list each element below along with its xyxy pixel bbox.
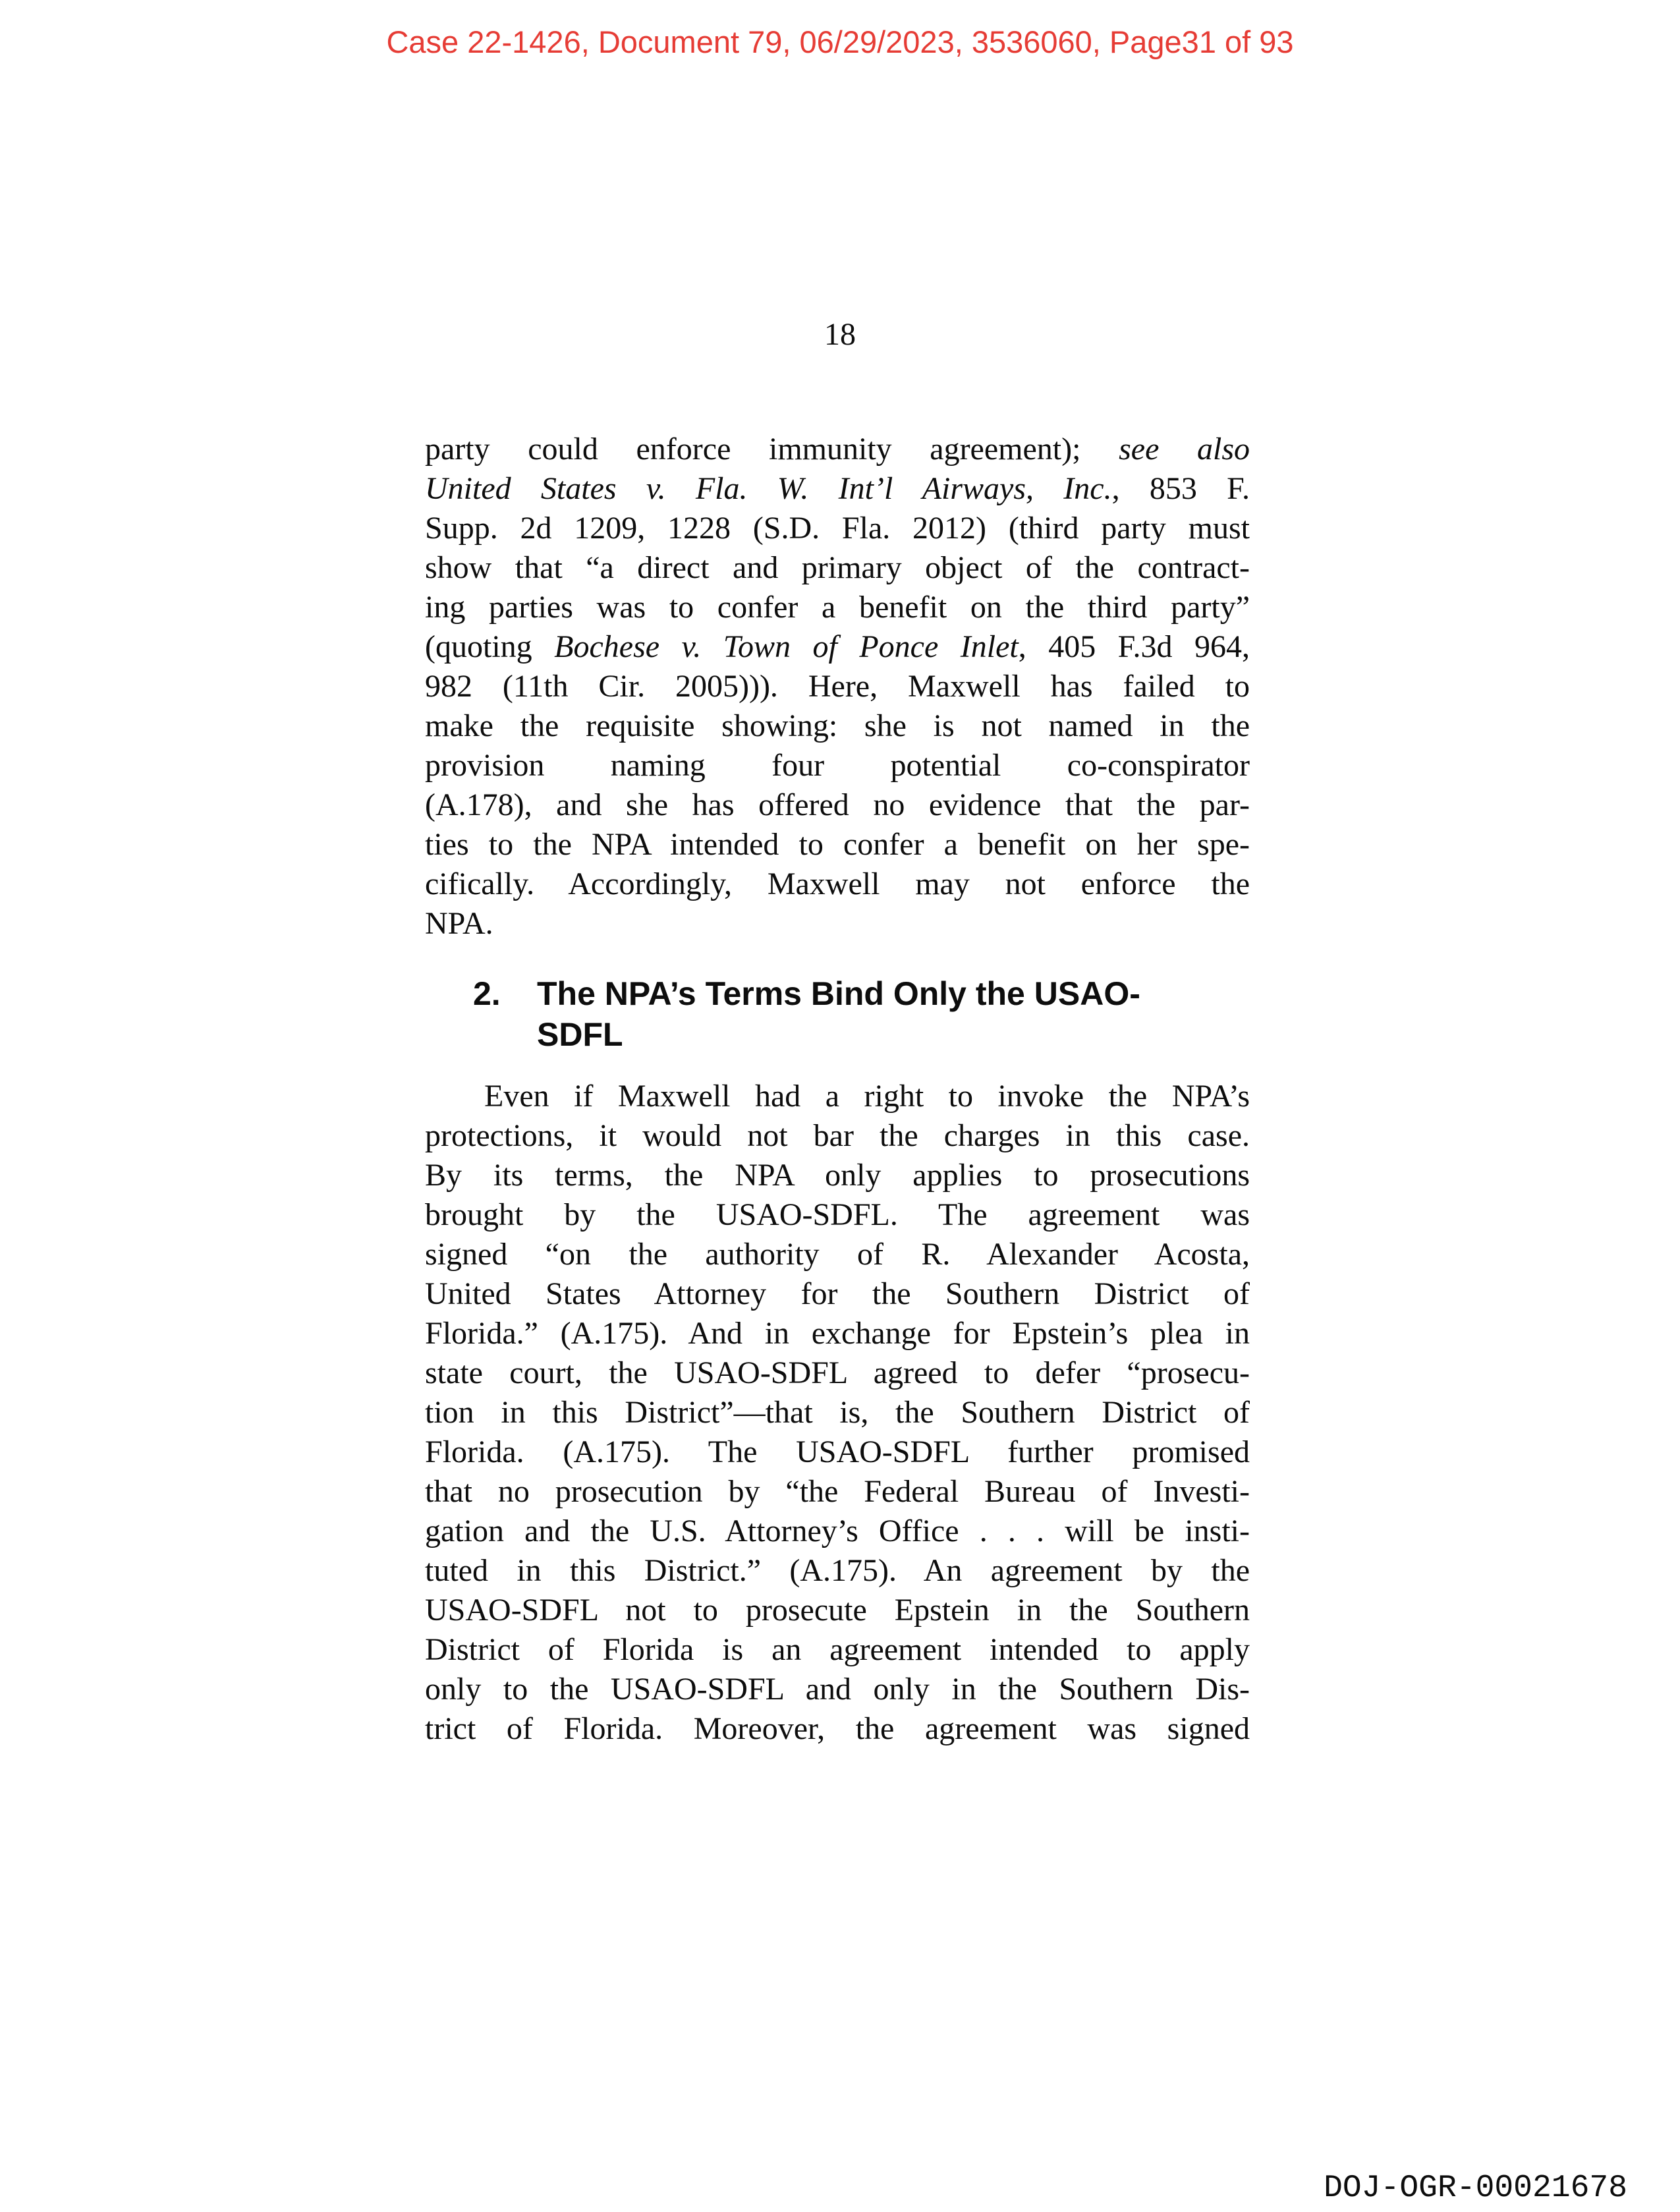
section-heading-line: SDFL	[537, 1016, 623, 1053]
text-line: Supp. 2d 1209, 1228 (S.D. Fla. 2012) (third party must	[425, 511, 1250, 546]
section-heading	[473, 973, 1250, 1055]
case-stamp: Case 22-1426, Document 79, 06/29/2023, 3536060, Page31 of 93	[386, 24, 1294, 59]
section-heading-text	[537, 973, 1250, 1055]
text-line: 982 (11th Cir. 2005))). Here, Maxwell has failed to	[425, 669, 1250, 704]
text-line: state court, the USAO-SDFL agreed to defer “prosecu-	[425, 1355, 1250, 1390]
text-line: Florida. (A.175). The USAO-SDFL further promised	[425, 1434, 1250, 1469]
section-heading-number: 2.	[473, 975, 501, 1012]
text-line: party could enforce immunity agreement); see also	[425, 432, 1250, 467]
text-line: Even if Maxwell had a right to invoke the NPA’s	[484, 1079, 1250, 1114]
text-line: protections, it would not bar the charges in this case.	[425, 1118, 1250, 1153]
text-line: USAO-SDFL not to prosecute Epstein in the Southern	[425, 1593, 1250, 1628]
text-line: United States Attorney for the Southern District of	[425, 1276, 1250, 1311]
text-line: show that “a direct and primary object of the contract-	[425, 550, 1250, 585]
text-line: (quoting Bochese v. Town of Ponce Inlet, 405 F.3d 964,	[425, 629, 1250, 664]
text-line: signed “on the authority of R. Alexander Acosta,	[425, 1237, 1250, 1272]
text-line: gation and the U.S. Attorney’s Office . . . will be insti-	[425, 1514, 1250, 1548]
text-line: make the requisite showing: she is not named in the	[425, 708, 1250, 743]
text-line: cifically. Accordingly, Maxwell may not enforce the	[425, 866, 1250, 901]
paragraph-continuation	[425, 430, 1250, 944]
text-line: United States v. Fla. W. Int’l Airways, Inc., 853 F.	[425, 471, 1250, 506]
section-heading-line: The NPA’s Terms Bind Only the USAO-	[537, 975, 1140, 1012]
paragraph-npa-terms	[425, 1077, 1250, 1749]
text-line: brought by the USAO-SDFL. The agreement was	[425, 1197, 1250, 1232]
text-line: tion in this District”—that is, the Southern District of	[425, 1395, 1250, 1430]
text-line: Florida.” (A.175). And in exchange for Epstein’s plea in	[425, 1316, 1250, 1351]
text-line: tuted in this District.” (A.175). An agreement by the	[425, 1553, 1250, 1588]
page-number: 18	[824, 317, 856, 352]
text-line: provision naming four potential co-conspirator	[425, 748, 1250, 783]
text-line: District of Florida is an agreement intended to apply	[425, 1632, 1250, 1667]
text-line: By its terms, the NPA only applies to prosecutions	[425, 1158, 1250, 1193]
text-line: ing parties was to confer a benefit on the third party”	[425, 590, 1250, 625]
text-line: that no prosecution by “the Federal Bureau of Investi-	[425, 1474, 1250, 1509]
text-line: only to the USAO-SDFL and only in the Southern Dis-	[425, 1672, 1250, 1707]
text-line: (A.178), and she has offered no evidence that the par-	[425, 787, 1250, 822]
text-line: NPA.	[425, 906, 493, 941]
text-line: trict of Florida. Moreover, the agreement was signed	[425, 1711, 1250, 1746]
bates-number: DOJ-OGR-00021678	[1324, 2170, 1627, 2206]
text-line: ties to the NPA intended to confer a benefit on her spe-	[425, 827, 1250, 862]
